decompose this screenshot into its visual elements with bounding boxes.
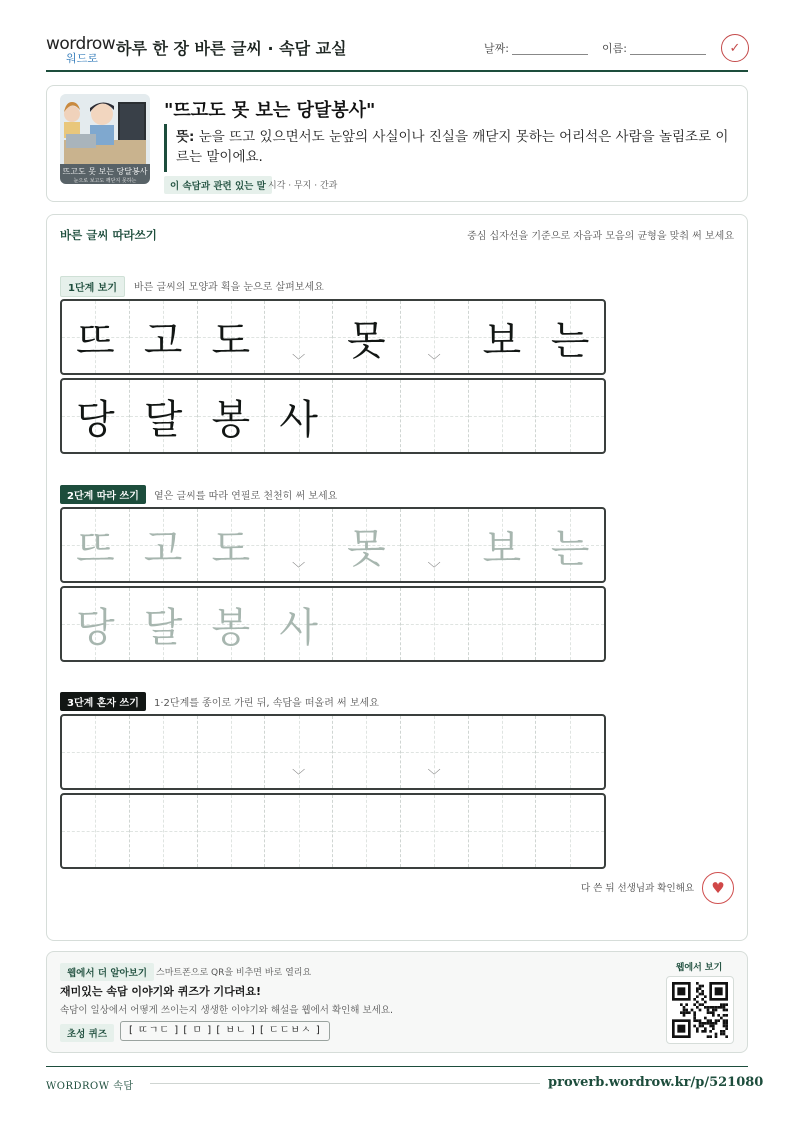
- grid-cell[interactable]: [130, 795, 198, 867]
- qr-module: [696, 1019, 699, 1022]
- qr-module: [725, 1003, 728, 1006]
- qr-module: [680, 1011, 683, 1014]
- grid-cell[interactable]: [469, 509, 537, 581]
- grid-cell[interactable]: [333, 509, 401, 581]
- qr-module: [701, 990, 704, 993]
- qr-module: [712, 1025, 715, 1028]
- qr-module: [696, 990, 699, 993]
- grid-char: 는: [550, 317, 590, 364]
- grid-char: 사: [279, 396, 318, 443]
- qr-module: [707, 1022, 710, 1025]
- practice-note: 중심 십자선을 기준으로 자음과 모음의 균형을 맞춰 써 보세요: [467, 231, 734, 242]
- grid-cell: [536, 301, 604, 373]
- space-mark: ﹀: [292, 769, 306, 784]
- grid-cell: [62, 380, 130, 452]
- step1-row2: [60, 378, 606, 454]
- grid-cell: [130, 380, 198, 452]
- meaning-text: 눈을 뜨고 있으면서도 눈앞의 사실이나 진실을 깨닫지 못하는 어리석은 사람을 놀림조로 이르는 말이에요.: [176, 129, 729, 165]
- qr-module: [693, 1003, 696, 1006]
- qr-module: [720, 1003, 723, 1006]
- header-divider: [46, 70, 748, 72]
- grid-cell: [198, 301, 266, 373]
- grid-cell: [198, 380, 266, 452]
- grid-cell[interactable]: [333, 588, 401, 660]
- qr-module: [712, 1009, 715, 1012]
- grid-cell: [401, 380, 469, 452]
- proverb-meaning: [176, 127, 731, 167]
- grid-cell: [265, 380, 333, 452]
- grid-cell: [265, 301, 333, 373]
- qr-module: [699, 1022, 702, 1025]
- qr-module: [723, 1006, 726, 1009]
- qr-module: [680, 1003, 683, 1006]
- grid-char: 봉: [211, 396, 251, 443]
- qr-module: [709, 1006, 712, 1009]
- grid-cell[interactable]: [265, 795, 333, 867]
- qr-module: [720, 1030, 723, 1033]
- footer-brand: WORDROW 속담: [46, 1081, 134, 1092]
- qr-module: [685, 1011, 688, 1014]
- qr-module: [699, 1009, 702, 1012]
- grid-cell[interactable]: [62, 509, 130, 581]
- grid-cell[interactable]: [198, 588, 266, 660]
- qr-module: [707, 1019, 710, 1022]
- qr-module: [715, 1022, 718, 1025]
- grid-cell[interactable]: [62, 795, 130, 867]
- space-mark: ﹀: [427, 354, 441, 369]
- meaning-label: 뜻:: [176, 129, 195, 145]
- qr-module: [725, 1022, 728, 1025]
- qr-module: [699, 993, 702, 996]
- step1-desc: 바른 글씨의 모양과 획을 눈으로 살펴보세요: [134, 282, 324, 293]
- qr-module: [683, 1011, 686, 1014]
- grid-cell[interactable]: [265, 716, 333, 788]
- qr-module: [683, 1006, 686, 1009]
- qr-module: [715, 1019, 718, 1022]
- grid-char: 달: [143, 396, 183, 443]
- qr-module: [685, 1003, 688, 1006]
- qr-module: [699, 985, 702, 988]
- qr-module: [712, 1014, 715, 1017]
- grid-cell: [333, 380, 401, 452]
- space-mark: ﹀: [292, 354, 306, 369]
- footer-divider: [46, 1066, 748, 1067]
- step3-row1[interactable]: [60, 714, 606, 790]
- qr-module: [701, 1030, 704, 1033]
- qr-module: [717, 1019, 720, 1022]
- qr-module: [701, 998, 704, 1001]
- grid-cell[interactable]: [536, 588, 604, 660]
- date-label: 날짜:: [484, 42, 509, 55]
- grid-cell[interactable]: [130, 509, 198, 581]
- qr-module: [693, 1025, 696, 1028]
- qr-module: [725, 1009, 728, 1012]
- grid-char: 사: [279, 604, 318, 651]
- grid-cell: [62, 301, 130, 373]
- step3-row2[interactable]: [60, 793, 606, 869]
- qr-module: [693, 998, 696, 1001]
- grid-char: 당: [76, 396, 115, 443]
- space-mark: ﹀: [427, 769, 441, 784]
- step2-desc: 옅은 글씨를 따라 연필로 천천히 써 보세요: [154, 491, 338, 502]
- grid-cell[interactable]: [265, 588, 333, 660]
- qr-module: [723, 1003, 726, 1006]
- grid-cell[interactable]: [198, 795, 266, 867]
- qr-module: [691, 1009, 694, 1012]
- qr-module: [693, 1014, 696, 1017]
- practice-title: 바른 글씨 따라쓰기: [60, 228, 157, 242]
- proverb-title: "뜨고도 못 보는 당달봉사": [164, 100, 376, 121]
- qr-module: [701, 1025, 704, 1028]
- step1-row1: [60, 299, 606, 375]
- qr-module: [715, 1033, 718, 1036]
- qr-module: [720, 1033, 723, 1036]
- qr-module: [688, 1011, 691, 1014]
- qr-module: [699, 987, 702, 990]
- qr-module: [696, 1001, 699, 1004]
- grid-cell: [333, 301, 401, 373]
- proverb-thumbnail: [60, 94, 150, 184]
- step3-tag: 3단계 혼자 쓰기: [60, 692, 146, 711]
- related-tag: 이 속담과 관련 있는 말: [164, 176, 272, 194]
- qr-module: [701, 1022, 704, 1025]
- grid-cell[interactable]: [198, 509, 266, 581]
- qr-module: [712, 1027, 715, 1030]
- grid-cell[interactable]: [469, 795, 537, 867]
- heart-stamp-icon: ♥: [702, 872, 734, 904]
- grid-char: 보: [482, 525, 522, 572]
- qr-module: [723, 1019, 726, 1022]
- qr-module: [685, 1009, 688, 1012]
- check-badge-icon: ✓: [721, 34, 749, 62]
- footer-url[interactable]: proverb.wordrow.kr/p/521080: [548, 1075, 764, 1090]
- qr-module: [704, 1027, 707, 1030]
- qr-module: [715, 1009, 718, 1012]
- step1-tag: 1단계 보기: [60, 276, 125, 297]
- qr-module: [696, 1030, 699, 1033]
- qr-module: [712, 1006, 715, 1009]
- qr-module: [723, 1022, 726, 1025]
- qr-module: [725, 1025, 728, 1028]
- qr-module: [723, 1033, 726, 1036]
- qr-module: [709, 1035, 712, 1038]
- qr-module: [725, 1027, 728, 1030]
- grid-cell: [130, 301, 198, 373]
- grid-cell[interactable]: [469, 716, 537, 788]
- qr-module: [715, 1006, 718, 1009]
- qr-module: [696, 987, 699, 990]
- qr-module: [725, 1035, 728, 1038]
- meaning-accent-bar: [164, 124, 167, 172]
- name-field[interactable]: [630, 40, 706, 55]
- grid-cell[interactable]: [62, 716, 130, 788]
- web-headline: 재미있는 속담 이야기와 퀴즈가 기다려요!: [60, 985, 261, 998]
- qr-module: [707, 1011, 710, 1014]
- grid-cell[interactable]: [401, 795, 469, 867]
- grid-char: 뜨: [76, 525, 115, 572]
- qr-module: [707, 1009, 710, 1012]
- qr-module: [683, 1009, 686, 1012]
- grid-cell[interactable]: [130, 716, 198, 788]
- space-mark: ﹀: [427, 562, 441, 577]
- grid-char: 뜨: [76, 317, 115, 364]
- qr-module: [707, 1006, 710, 1009]
- web-tag: 웹에서 더 알아보기: [60, 963, 154, 981]
- qr-module: [704, 1017, 707, 1020]
- grid-cell[interactable]: [198, 716, 266, 788]
- qr-label: 웹에서 보기: [675, 963, 723, 973]
- grid-char: 못: [347, 317, 386, 364]
- grid-char: 는: [550, 525, 590, 572]
- qr-module: [720, 1017, 723, 1020]
- qr-module: [704, 1022, 707, 1025]
- web-description: 속담이 일상에서 어떻게 쓰이는지 생생한 이야기와 해설을 웹에서 확인해 보세요.: [60, 1005, 394, 1016]
- qr-module: [693, 1017, 696, 1020]
- grid-cell[interactable]: [469, 588, 537, 660]
- qr-finder-core: [677, 1025, 685, 1033]
- qr-module: [717, 1006, 720, 1009]
- qr-module: [709, 1019, 712, 1022]
- qr-module: [717, 1014, 720, 1017]
- qr-module: [723, 1030, 726, 1033]
- grid-char: 못: [347, 525, 386, 572]
- grid-char: 고: [143, 525, 183, 572]
- page-title: 하루 한 장 바른 글씨 · 속담 교실: [116, 39, 347, 58]
- grid-cell[interactable]: [401, 509, 469, 581]
- qr-code[interactable]: [666, 976, 734, 1044]
- qr-module: [704, 1030, 707, 1033]
- logo-sub: 워드로: [66, 52, 98, 65]
- footer-line: [150, 1083, 540, 1084]
- qr-module: [723, 1009, 726, 1012]
- space-mark: ﹀: [292, 562, 306, 577]
- grid-cell: [401, 301, 469, 373]
- qr-module: [701, 993, 704, 996]
- grid-cell[interactable]: [130, 588, 198, 660]
- grid-cell[interactable]: [401, 588, 469, 660]
- grid-cell: [469, 301, 537, 373]
- check-text: 다 쓴 뒤 선생님과 확인해요: [580, 883, 694, 894]
- step2-tag: 2단계 따라 쓰기: [60, 485, 146, 504]
- related-words: 시각 · 무지 · 간과: [268, 181, 338, 191]
- qr-module: [696, 1006, 699, 1009]
- qr-module: [704, 1006, 707, 1009]
- step2-row1[interactable]: [60, 507, 606, 583]
- qr-module: [712, 1022, 715, 1025]
- grid-cell[interactable]: [536, 716, 604, 788]
- thumbnail-caption: 뜨고도 못 보는 당달봉사: [62, 167, 148, 176]
- grid-cell[interactable]: [62, 588, 130, 660]
- qr-module: [693, 1011, 696, 1014]
- qr-module: [699, 1019, 702, 1022]
- grid-cell[interactable]: [333, 716, 401, 788]
- qr-module: [715, 1035, 718, 1038]
- qr-module: [723, 1014, 726, 1017]
- qr-module: [709, 1022, 712, 1025]
- grid-cell: [536, 380, 604, 452]
- grid-char: 고: [143, 317, 183, 364]
- qr-module: [704, 995, 707, 998]
- qr-module: [725, 1014, 728, 1017]
- qr-module: [709, 1030, 712, 1033]
- qr-module: [693, 1019, 696, 1022]
- qr-module: [696, 995, 699, 998]
- qr-module: [701, 985, 704, 988]
- logo: wordrow: [46, 34, 116, 54]
- thumbnail-subcaption: 눈으로 보고도 깨닫지 못하는: [73, 178, 137, 184]
- qr-module: [707, 1035, 710, 1038]
- grid-cell[interactable]: [333, 795, 401, 867]
- grid-char: 도: [211, 317, 251, 364]
- quiz-box: [ ㄸㄱㄷ ] [ ㅁ ] [ ㅂㄴ ] [ ㄷㄷㅂㅅ ]: [120, 1021, 330, 1041]
- grid-char: 당: [76, 604, 115, 651]
- qr-module: [701, 1003, 704, 1006]
- grid-char: 봉: [211, 604, 251, 651]
- qr-code-icon: [672, 982, 728, 1038]
- grid-cell[interactable]: [265, 509, 333, 581]
- grid-char: 달: [143, 604, 183, 651]
- step2-row2[interactable]: [60, 586, 606, 662]
- name-label: 이름:: [602, 42, 627, 55]
- qr-module: [696, 1027, 699, 1030]
- qr-module: [709, 1011, 712, 1014]
- web-hint: 스마트폰으로 QR을 비추면 바로 열리요: [156, 968, 312, 978]
- qr-module: [699, 1025, 702, 1028]
- qr-module: [699, 1003, 702, 1006]
- qr-module: [709, 1025, 712, 1028]
- grid-char: 보: [482, 317, 522, 364]
- qr-module: [723, 1025, 726, 1028]
- qr-module: [696, 982, 699, 985]
- grid-cell: [469, 380, 537, 452]
- date-field[interactable]: [512, 40, 588, 55]
- qr-module: [683, 1014, 686, 1017]
- grid-cell[interactable]: [536, 509, 604, 581]
- qr-module: [704, 1001, 707, 1004]
- grid-char: 도: [211, 525, 251, 572]
- step3-desc: 1·2단계를 종이로 가린 뒤, 속담을 떠올려 써 보세요: [154, 698, 379, 709]
- qr-module: [712, 1011, 715, 1014]
- quiz-tag: 초성 퀴즈: [60, 1024, 114, 1042]
- qr-module: [720, 1006, 723, 1009]
- qr-finder-core: [677, 987, 685, 995]
- qr-finder-core: [715, 987, 723, 995]
- grid-cell[interactable]: [536, 795, 604, 867]
- qr-module: [725, 1019, 728, 1022]
- grid-cell[interactable]: [401, 716, 469, 788]
